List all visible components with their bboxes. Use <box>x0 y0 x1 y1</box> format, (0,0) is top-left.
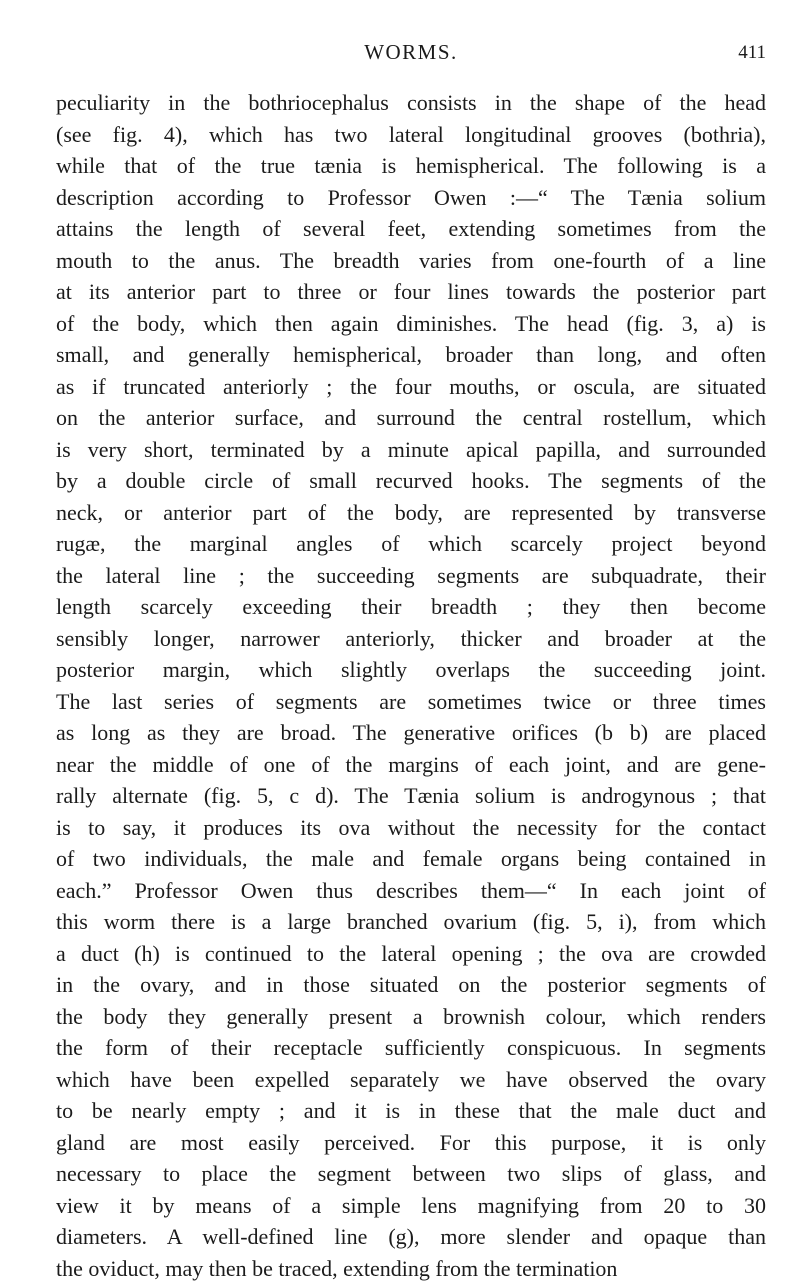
text-line: of two individuals, the male and female organs being contained in <box>56 843 766 875</box>
text-line: on the anterior surface, and surround the central rostellum, which <box>56 402 766 434</box>
text-line: attains the length of several feet, extending sometimes from the <box>56 213 766 245</box>
text-line: posterior margin, which slightly overlaps the succeeding joint. <box>56 654 766 686</box>
text-line: which have been expelled separately we have observed the ovary <box>56 1064 766 1096</box>
text-line: peculiarity in the bothriocephalus consists in the shape of the head <box>56 87 766 119</box>
text-line: each.” Professor Owen thus describes them—“ In each joint of <box>56 875 766 907</box>
text-line: view it by means of a simple lens magnifying from 20 to 30 <box>56 1190 766 1222</box>
text-line: necessary to place the segment between two slips of glass, and <box>56 1158 766 1190</box>
text-line: sensibly longer, narrower anteriorly, thicker and broader at the <box>56 623 766 655</box>
text-line: description according to Professor Owen :—“ The Tænia solium <box>56 182 766 214</box>
page-number: 411 <box>738 42 766 64</box>
text-line: in the ovary, and in those situated on the posterior segments of <box>56 969 766 1001</box>
text-line: mouth to the anus. The breadth varies from one-fourth of a line <box>56 245 766 277</box>
text-line: the oviduct, may then be traced, extending from the termination <box>56 1253 766 1284</box>
text-line: a duct (h) is continued to the lateral opening ; the ova are crowded <box>56 938 766 970</box>
text-line: the lateral line ; the succeeding segments are subquadrate, their <box>56 560 766 592</box>
text-line: the body they generally present a brownish colour, which renders <box>56 1001 766 1033</box>
text-line: is to say, it produces its ova without the necessity for the contact <box>56 812 766 844</box>
text-line: by a double circle of small recurved hooks. The segments of the <box>56 465 766 497</box>
text-line: The last series of segments are sometimes twice or three times <box>56 686 766 718</box>
text-line: near the middle of one of the margins of each joint, and are gene- <box>56 749 766 781</box>
text-line: rugæ, the marginal angles of which scarcely project beyond <box>56 528 766 560</box>
body-text <box>56 87 766 1284</box>
text-line: as if truncated anteriorly ; the four mouths, or oscula, are situated <box>56 371 766 403</box>
text-line: as long as they are broad. The generative orifices (b b) are placed <box>56 717 766 749</box>
text-line: (see fig. 4), which has two lateral longitudinal grooves (bothria), <box>56 119 766 151</box>
text-line: to be nearly empty ; and it is in these that the male duct and <box>56 1095 766 1127</box>
text-line: rally alternate (fig. 5, c d). The Tænia solium is androgynous ; that <box>56 780 766 812</box>
text-line: small, and generally hemispherical, broader than long, and often <box>56 339 766 371</box>
text-line: neck, or anterior part of the body, are represented by transverse <box>56 497 766 529</box>
text-line: length scarcely exceeding their breadth ; they then become <box>56 591 766 623</box>
running-header <box>56 40 766 70</box>
running-head-title: WORMS. <box>56 40 766 65</box>
text-line: the form of their receptacle sufficiently conspicuous. In segments <box>56 1032 766 1064</box>
text-line: while that of the true tænia is hemispherical. The following is a <box>56 150 766 182</box>
text-line: at its anterior part to three or four lines towards the posterior part <box>56 276 766 308</box>
text-line: of the body, which then again diminishes. The head (fig. 3, a) is <box>56 308 766 340</box>
text-line: diameters. A well-defined line (g), more slender and opaque than <box>56 1221 766 1253</box>
text-line: is very short, terminated by a minute apical papilla, and surrounded <box>56 434 766 466</box>
text-line: this worm there is a large branched ovarium (fig. 5, i), from which <box>56 906 766 938</box>
text-line: gland are most easily perceived. For this purpose, it is only <box>56 1127 766 1159</box>
